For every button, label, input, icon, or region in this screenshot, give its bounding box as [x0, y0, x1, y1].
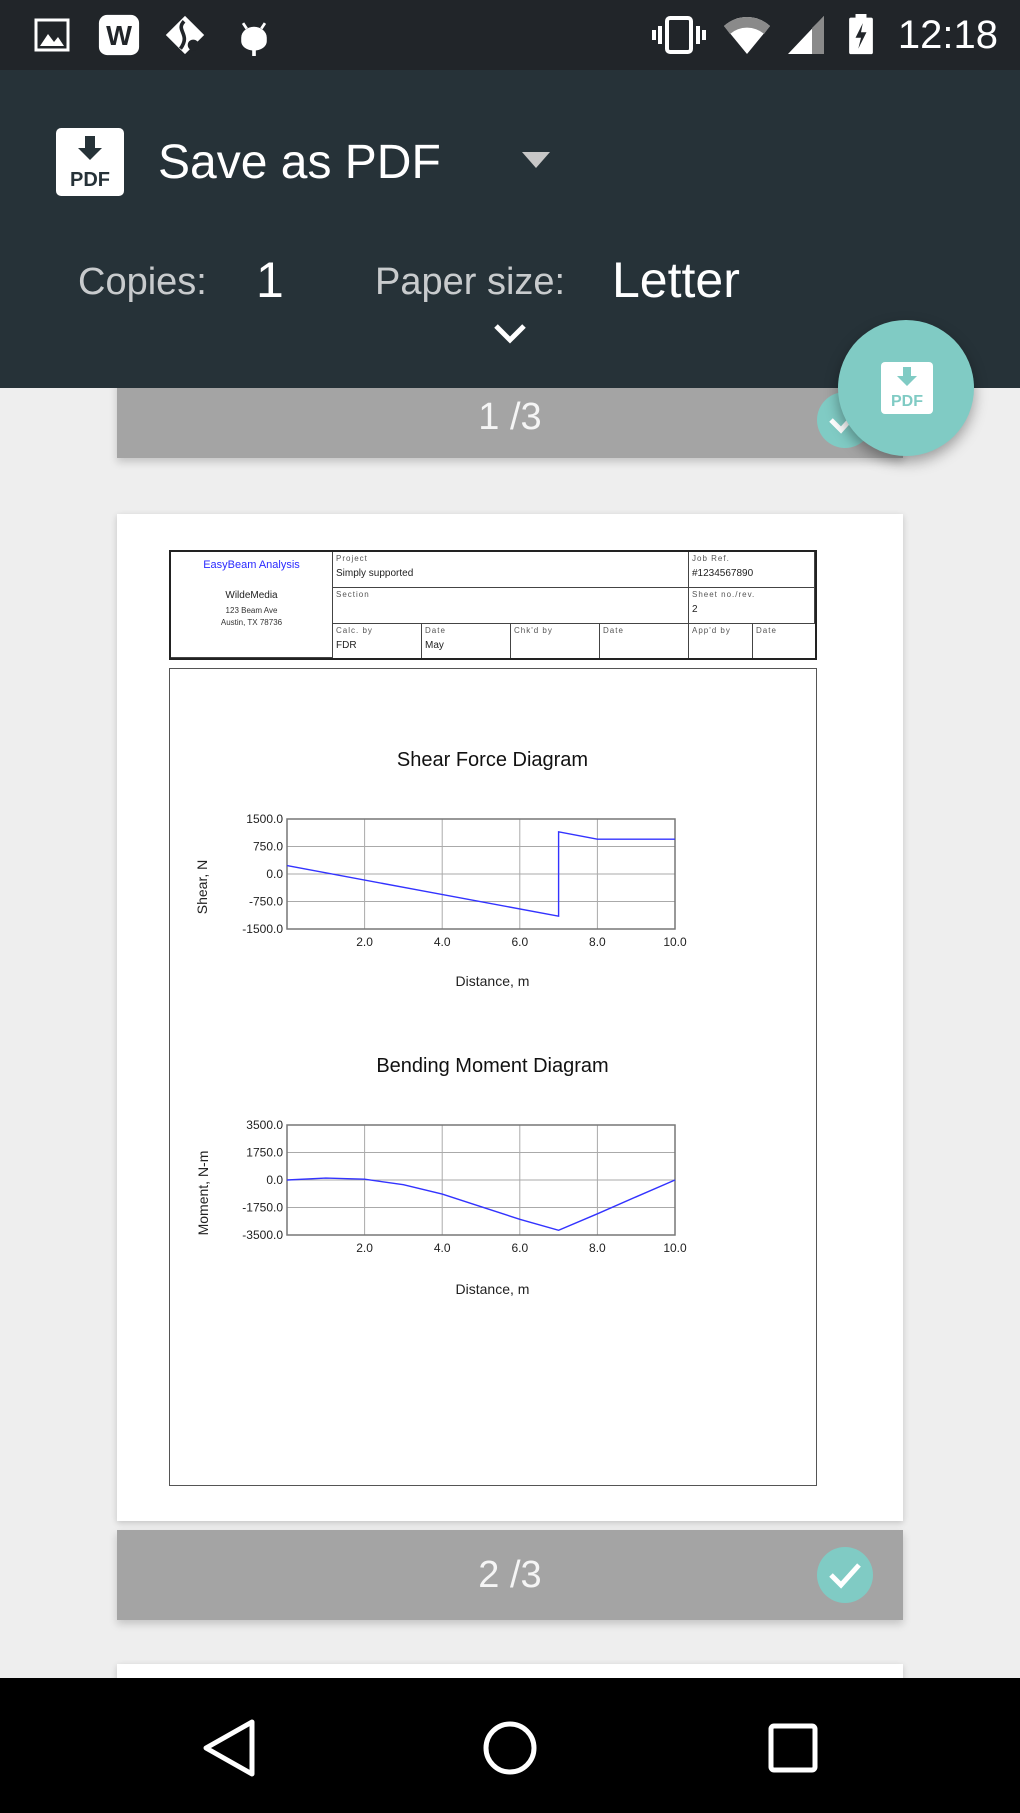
svg-text:-1500.0: -1500.0 [242, 922, 283, 936]
page-2-footer[interactable] [117, 1530, 903, 1620]
bending-moment-plot [170, 979, 815, 1299]
page-2-preview[interactable] [117, 514, 903, 1521]
cell-signal-icon [786, 14, 826, 56]
calc-by-cell: Calc. by FDR [333, 624, 422, 658]
title-block [169, 550, 817, 660]
job-ref-cell: Job Ref. #1234567890 [689, 552, 815, 588]
address-line-1: 123 Beam Ave [225, 606, 278, 615]
copies-input[interactable]: 1 [256, 252, 284, 308]
page-number: 2 /3 [478, 1554, 542, 1596]
shear-force-plot [170, 669, 815, 989]
chart-title: Bending Moment Diagram [376, 1055, 609, 1077]
x-axis-label: Distance, m [455, 1281, 530, 1297]
y-axis-label: Moment, N-m [195, 1150, 211, 1236]
company-name: WildeMedia [225, 590, 278, 601]
address-line-2: Austin, TX 78736 [220, 618, 283, 627]
page-2-selected-check-icon[interactable] [817, 1547, 873, 1603]
page-preview-list[interactable] [0, 388, 1020, 1678]
y-axis-label: Shear, N [194, 859, 210, 915]
recents-icon[interactable] [753, 1708, 833, 1788]
printer-selector[interactable]: Save as PDF [158, 136, 441, 189]
svg-text:0.0: 0.0 [266, 867, 283, 881]
bending-moment-chart [170, 979, 815, 1299]
svg-text:3500.0: 3500.0 [246, 1118, 283, 1132]
svg-text:PDF: PDF [891, 393, 923, 410]
back-icon[interactable] [188, 1708, 268, 1788]
svg-text:1750.0: 1750.0 [246, 1145, 283, 1160]
paper-size-label: Paper size: [375, 261, 566, 303]
vibrate-icon [652, 14, 706, 56]
svg-text:2.0: 2.0 [356, 1241, 373, 1255]
status-bar [0, 0, 1020, 70]
paper-size-select[interactable]: Letter [612, 252, 740, 308]
pdf-download-icon [881, 362, 933, 414]
drawing-frame [169, 668, 817, 1486]
project-cell: Project Simply supported [333, 552, 689, 588]
date-cell-1: Date May [422, 624, 511, 658]
battery-charging-icon [846, 14, 876, 56]
dropdown-arrow-icon[interactable] [522, 152, 550, 168]
date-cell-3: Date [756, 626, 777, 635]
svg-text:W: W [106, 20, 132, 52]
image-icon [34, 14, 70, 56]
route-app-icon [162, 14, 208, 56]
w-app-icon [96, 14, 142, 56]
page-number: 1 /3 [478, 396, 542, 438]
svg-text:10.0: 10.0 [663, 1241, 687, 1255]
svg-text:0.0: 0.0 [266, 1173, 283, 1187]
sheet-cell: Sheet no./rev. 2 [689, 588, 815, 624]
page-1-footer[interactable] [117, 388, 903, 458]
svg-text:PDF: PDF [70, 169, 110, 191]
home-icon[interactable] [470, 1708, 550, 1788]
svg-text:10.0: 10.0 [663, 935, 687, 949]
svg-text:-1750.0: -1750.0 [242, 1200, 283, 1215]
svg-text:-750.0: -750.0 [248, 894, 283, 909]
pdf-printer-icon [56, 128, 124, 196]
svg-text:1500.0: 1500.0 [246, 812, 283, 826]
svg-text:8.0: 8.0 [589, 1241, 606, 1255]
navigation-bar [0, 1678, 1020, 1813]
svg-text:4.0: 4.0 [433, 1241, 451, 1255]
svg-text:750.0: 750.0 [252, 839, 283, 854]
svg-text:6.0: 6.0 [511, 935, 529, 949]
x-axis-label: Distance, m [455, 973, 530, 989]
expand-chevron-icon[interactable] [492, 320, 528, 348]
svg-text:4.0: 4.0 [433, 935, 451, 949]
clock: 12:18 [897, 13, 998, 57]
copies-label: Copies: [78, 261, 207, 303]
date-cell-2: Date [600, 624, 689, 658]
chkd-by-cell: Chk'd by [511, 624, 600, 658]
svg-text:6.0: 6.0 [511, 1241, 529, 1255]
wifi-icon [722, 14, 772, 56]
company-title: EasyBeam Analysis [203, 559, 300, 571]
save-pdf-button[interactable] [838, 320, 974, 456]
section-cell: Section [333, 588, 689, 624]
shear-force-chart [170, 669, 815, 989]
page-3-preview[interactable] [117, 1664, 903, 1678]
svg-text:-3500.0: -3500.0 [242, 1228, 283, 1242]
svg-text:8.0: 8.0 [589, 935, 606, 949]
appd-by-cell: App'd by [689, 624, 753, 658]
svg-text:2.0: 2.0 [356, 935, 373, 949]
company-cell [171, 552, 333, 658]
android-icon [236, 14, 272, 56]
chart-title: Shear Force Diagram [396, 749, 589, 771]
